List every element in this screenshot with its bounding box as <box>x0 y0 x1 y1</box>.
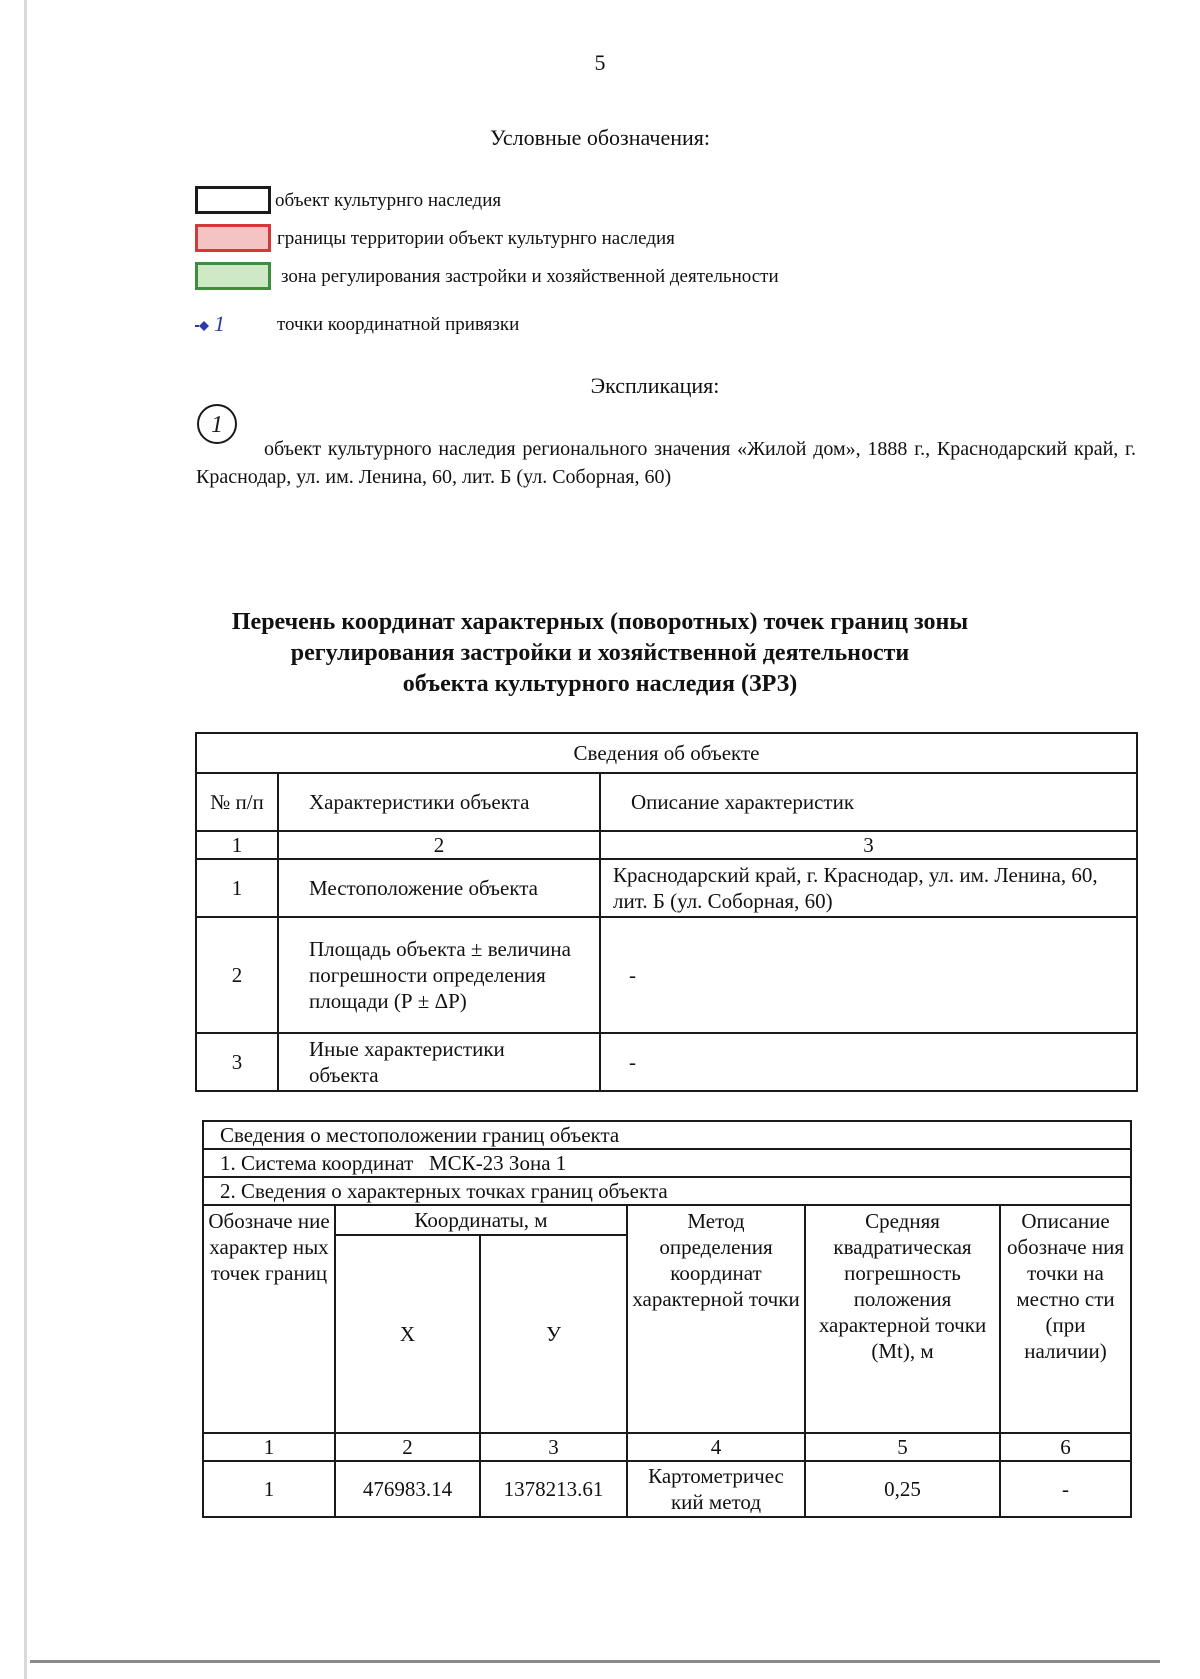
explication-title: Экспликация: <box>590 373 720 398</box>
header-cell: Метод определения координат характерной точки <box>627 1205 805 1433</box>
header-cell: У <box>480 1235 627 1433</box>
row-value: - <box>600 917 1137 1033</box>
green-area-swatch-icon <box>195 262 271 290</box>
explication-text: объект культурного наследия регионального значения «Жилой дом», 1888 г., Краснодарский край, г. Краснодар, ул. им. Ленина, 60, лит. Б (ул. Соборная, 60) <box>196 438 1136 488</box>
legend-item-points <box>195 310 895 342</box>
page-title <box>0 607 1200 700</box>
point-error: 0,25 <box>805 1461 1000 1517</box>
table-row <box>196 917 1137 1033</box>
row-name: Местоположение объекта <box>278 859 600 917</box>
legend-title: Условные обозначения: <box>489 125 711 150</box>
legend-item-zone <box>195 262 995 294</box>
header-cell: Описание обозначе ния точки на местно сти (при наличии) <box>1000 1205 1131 1433</box>
legend-item-territory <box>195 224 895 256</box>
numbering-cell: 4 <box>627 1433 805 1461</box>
table-row <box>196 859 1137 917</box>
legend-item-label: границы территории объект культурнго наследия <box>277 228 675 249</box>
table-caption: Сведения об объекте <box>196 733 1137 773</box>
numbering-cell: 2 <box>278 831 600 859</box>
legend-item-label: зона регулирования застройки и хозяйственной деятельности <box>281 266 779 287</box>
scan-edge-shadow <box>24 0 27 1679</box>
black-outline-swatch-icon <box>195 186 271 214</box>
header-cell: Координаты, м <box>335 1205 627 1235</box>
numbering-cell: 2 <box>335 1433 480 1461</box>
row-value: - <box>600 1033 1137 1091</box>
header-cell: № п/п <box>196 773 278 831</box>
legend-item-label: точки координатной привязки <box>277 314 520 335</box>
boundary-points-table <box>202 1120 1132 1518</box>
row-number: 2 <box>196 917 278 1033</box>
legend-item-label: объект культурнго наследия <box>275 190 502 211</box>
header-cell: Описание характеристик <box>600 773 1137 831</box>
header-cell: Х <box>335 1235 480 1433</box>
coordinate-system: 1. Система координат МСК-23 Зона 1 <box>203 1149 1131 1177</box>
title-line: регулирования застройки и хозяйственной деятельности <box>290 640 910 666</box>
points-caption: 2. Сведения о характерных точках границ объекта <box>203 1177 1131 1205</box>
row-number: 1 <box>196 859 278 917</box>
title-line: объекта культурного наследия (ЗРЗ) <box>402 671 798 697</box>
title-line: Перечень координат характерных (поворотных) точек границ зоны <box>231 609 969 635</box>
row-number: 3 <box>196 1033 278 1091</box>
row-name: Иные характеристики объекта <box>278 1033 600 1091</box>
numbering-cell: 5 <box>805 1433 1000 1461</box>
object-info-table <box>195 732 1138 1092</box>
explication-marker-label: 1 <box>211 412 223 438</box>
bottom-rule <box>30 1660 1160 1663</box>
table-row <box>203 1461 1131 1517</box>
numbering-cell: 1 <box>203 1433 335 1461</box>
header-cell: Обозначе ние характер ных точек границ <box>203 1205 335 1433</box>
row-value: Краснодарский край, г. Краснодар, ул. им. Ленина, 60, лит. Б (ул. Соборная, 60) <box>600 859 1137 917</box>
header-cell: Средняя квадратическая погрешность положения характерной точки (Mt), м <box>805 1205 1000 1433</box>
point-method: Картометричес кий метод <box>627 1461 805 1517</box>
coordinate-point-icon <box>195 310 255 340</box>
point-x: 476983.14 <box>335 1461 480 1517</box>
point-marker-label: 1 <box>214 311 225 336</box>
numbering-cell: 3 <box>600 831 1137 859</box>
row-name: Площадь объекта ± величина погрешности определения площади (Р ± ΔР) <box>278 917 600 1033</box>
point-designation: 1 <box>203 1461 335 1517</box>
header-cell: Характеристики объекта <box>278 773 600 831</box>
numbering-cell: 1 <box>196 831 278 859</box>
numbering-cell: 3 <box>480 1433 627 1461</box>
table-row <box>196 1033 1137 1091</box>
numbering-cell: 6 <box>1000 1433 1131 1461</box>
page-number: 5 <box>594 50 606 75</box>
point-description: - <box>1000 1461 1131 1517</box>
point-y: 1378213.61 <box>480 1461 627 1517</box>
table-caption: Сведения о местоположении границ объекта <box>203 1121 1131 1149</box>
red-area-swatch-icon <box>195 224 271 252</box>
legend-item-object <box>195 186 895 218</box>
